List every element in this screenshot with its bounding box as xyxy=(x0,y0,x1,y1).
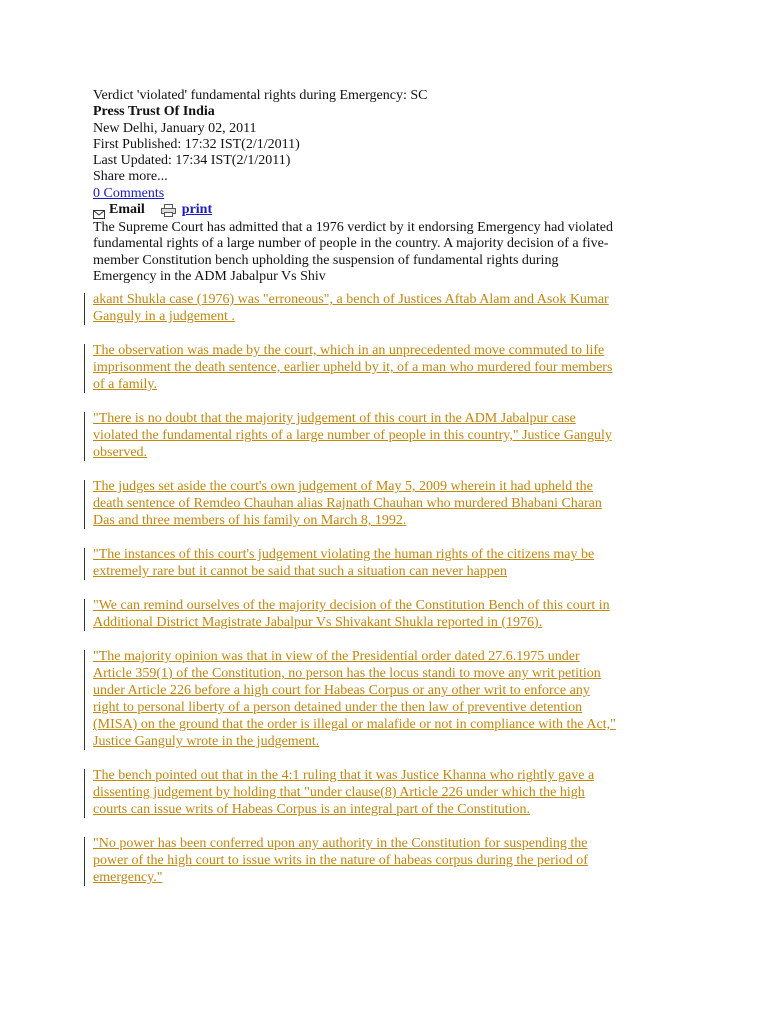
quoted-line: akant Shukla case (1976) was "erroneous", a bench of Justices Aftab Alam and Asok Kumar xyxy=(93,292,609,307)
quoted-line: "There is no doubt that the majority judgement of this court in the ADM Jabalpur case xyxy=(93,411,576,426)
quoted-line: (MISA) on the ground that the order is illegal or malafide or not in compliance with the Act," xyxy=(93,717,616,732)
printer-icon[interactable] xyxy=(161,204,176,217)
quoted-line: under Article 226 before a high court for Habeas Corpus or any other writ to enforce any xyxy=(93,683,590,698)
intro-line: The Supreme Court has admitted that a 1976 verdict by it endorsing Emergency had violated xyxy=(93,220,613,236)
quoted-line: Additional District Magistrate Jabalpur Vs Shivakant Shukla reported in (1976). xyxy=(93,615,543,630)
comments-link[interactable]: 0 Comments xyxy=(93,185,165,201)
quoted-line: The judges set aside the court's own judgement of May 5, 2009 wherein it had upheld the xyxy=(93,479,593,494)
article-actions xyxy=(93,202,683,219)
quoted-line: death sentence of Remdeo Chauhan alias Rajnath Chauhan who murdered Bhabani Charan xyxy=(93,496,602,511)
quoted-line: Justice Ganguly wrote in the judgement. xyxy=(93,734,320,749)
print-link[interactable]: print xyxy=(181,202,213,218)
quoted-paragraph[interactable] xyxy=(84,546,684,580)
intro-line: member Constitution bench upholding the suspension of fundamental rights during xyxy=(93,252,559,268)
email-button[interactable]: Email xyxy=(109,202,145,218)
quoted-line: dissenting judgement by holding that "under clause(8) Article 226 under which the high xyxy=(93,785,585,800)
quoted-line: of a family. xyxy=(93,377,158,392)
quoted-line: "No power has been conferred upon any authority in the Constitution for suspending the xyxy=(93,836,588,851)
quoted-line: "The majority opinion was that in view of the Presidential order dated 27.6.1975 under xyxy=(93,649,580,664)
quoted-paragraph[interactable] xyxy=(84,767,684,818)
headline: Verdict 'violated' fundamental rights during Emergency: SC xyxy=(93,88,428,103)
quoted-paragraph[interactable] xyxy=(84,478,684,529)
envelope-icon[interactable] xyxy=(93,208,105,217)
quoted-line: imprisonment the death sentence, earlier upheld by it, of a man who murdered four members xyxy=(93,360,613,375)
article-header xyxy=(93,88,683,285)
quoted-line: Article 359(1) of the Constitution, no person has the locus standi to move any writ petition xyxy=(93,666,601,681)
dateline: New Delhi, January 02, 2011 xyxy=(93,120,257,136)
source-byline: Press Trust Of India xyxy=(93,104,215,120)
quoted-paragraph[interactable] xyxy=(84,648,684,750)
quoted-paragraphs xyxy=(84,291,684,903)
quoted-line: right to personal liberty of a person detained under the then law of preventive detention xyxy=(93,700,583,715)
quoted-line: violated the fundamental rights of a large number of people in this country," Justice Ganguly xyxy=(93,428,612,443)
quoted-line: emergency." xyxy=(93,870,163,885)
quoted-paragraph[interactable] xyxy=(84,835,684,886)
first-published: First Published: 17:32 IST(2/1/2011) xyxy=(93,136,300,152)
quoted-line: observed. xyxy=(93,445,148,460)
intro-paragraph xyxy=(93,220,668,285)
quoted-line: The bench pointed out that in the 4:1 ruling that it was Justice Khanna who rightly gave a xyxy=(93,768,595,783)
share-more-link[interactable]: Share more... xyxy=(93,169,168,185)
quoted-paragraph[interactable] xyxy=(84,410,684,461)
quoted-line: "We can remind ourselves of the majority decision of the Constitution Bench of this court in xyxy=(93,598,610,613)
quoted-paragraph[interactable] xyxy=(84,291,684,325)
quoted-line: The observation was made by the court, which in an unprecedented move commuted to life xyxy=(93,343,605,358)
quoted-line: "The instances of this court's judgement violating the human rights of the citizens may be xyxy=(93,547,595,562)
quoted-line: Das and three members of his family on March 8, 1992. xyxy=(93,513,407,528)
intro-line: fundamental rights of a large number of people in the country. A majority decision of a five- xyxy=(93,236,609,252)
quoted-paragraph[interactable] xyxy=(84,597,684,631)
quoted-line: Ganguly in a judgement . xyxy=(93,309,235,324)
last-updated: Last Updated: 17:34 IST(2/1/2011) xyxy=(93,153,291,169)
quoted-paragraph[interactable] xyxy=(84,342,684,393)
quoted-line: courts can issue writs of Habeas Corpus is an integral part of the Constitution. xyxy=(93,802,531,817)
intro-line: Emergency in the ADM Jabalpur Vs Shiv xyxy=(93,268,326,284)
quoted-line: power of the high court to issue writs in the nature of habeas corpus during the period of xyxy=(93,853,588,868)
quoted-line: extremely rare but it cannot be said that such a situation can never happen xyxy=(93,564,508,579)
